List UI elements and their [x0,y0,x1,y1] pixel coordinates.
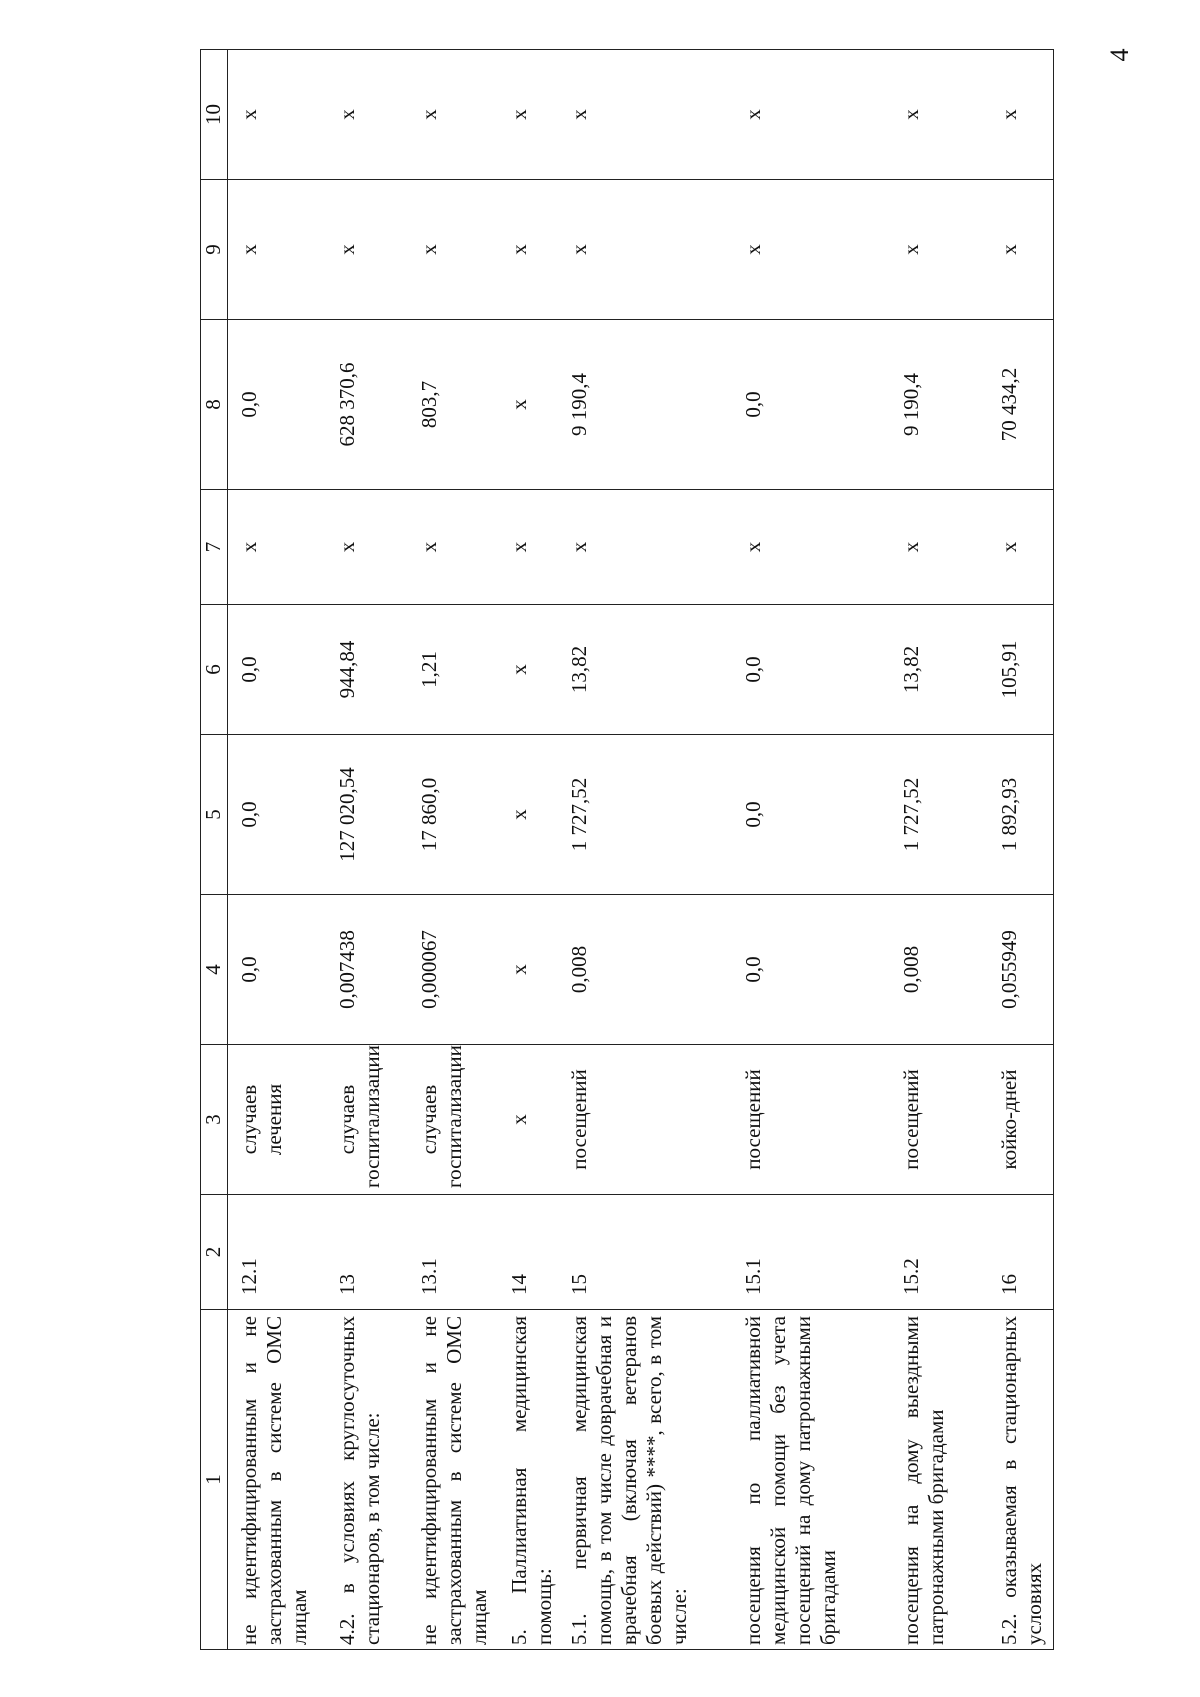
row-description: посещения по паллиативной медицинской помощи без учета посещений на дому патронажными бригадами [732,1310,890,1650]
cell-col-6: 105,91 [988,605,1054,735]
table-row [228,50,326,1650]
row-description: не идентифицированным и не застрахованным в системе ОМС лицам [228,1310,326,1650]
cell-col-6: 1,21 [408,605,498,735]
cell-col-4: 0,055949 [988,895,1054,1045]
cell-col-5: 0,0 [228,735,326,895]
cell-col-10: x [988,50,1054,180]
cell-col-4: 0,007438 [326,895,408,1045]
cell-col-6: 0,0 [228,605,326,735]
cell-col-10: x [408,50,498,180]
unit-of-measure: посещений [558,1045,732,1195]
column-number: 7 [201,490,228,605]
row-description: 4.2. в условиях круглосуточных стационаров, в том числе: [326,1310,408,1650]
table-row [988,50,1054,1650]
cell-col-9: x [732,180,890,320]
cell-col-4: 0,0 [732,895,890,1045]
cell-col-8: 803,7 [408,320,498,490]
column-number: 10 [201,50,228,180]
cell-col-4: 0,0 [228,895,326,1045]
cell-col-5: 17 860,0 [408,735,498,895]
cell-col-9: x [558,180,732,320]
cell-col-5: x [498,735,558,895]
row-number: 16 [988,1195,1054,1310]
row-number: 12.1 [228,1195,326,1310]
cell-col-6: x [498,605,558,735]
cell-col-10: x [498,50,558,180]
cell-col-8: 9 190,4 [558,320,732,490]
cell-col-5: 1 727,52 [890,735,988,895]
row-description: 5.1. первичная медицинская помощь, в том числе доврачебная и врачебная (включая ветеранов боевых действий) ****, всего, в том числе: [558,1310,732,1650]
cell-col-7: x [890,490,988,605]
row-number: 15.2 [890,1195,988,1310]
cell-col-7: x [326,490,408,605]
table-row [498,50,558,1650]
cell-col-7: x [558,490,732,605]
cell-col-10: x [890,50,988,180]
cell-col-7: x [988,490,1054,605]
row-description: посещения на дому выездными патронажными бригадами [890,1310,988,1650]
cell-col-6: 0,0 [732,605,890,735]
cell-col-7: x [498,490,558,605]
cell-col-8: 70 434,2 [988,320,1054,490]
unit-of-measure: посещений [732,1045,890,1195]
cell-col-6: 13,82 [890,605,988,735]
unit-of-measure: случаев госпитализации [408,1045,498,1195]
cell-col-9: x [988,180,1054,320]
cell-col-9: x [408,180,498,320]
column-number: 6 [201,605,228,735]
cell-col-7: x [732,490,890,605]
cell-col-10: x [326,50,408,180]
row-number: 15.1 [732,1195,890,1310]
table-row [558,50,732,1650]
table-row [326,50,408,1650]
cell-col-9: x [498,180,558,320]
unit-of-measure: посещений [890,1045,988,1195]
cell-col-10: x [228,50,326,180]
column-number-header-row [201,50,228,1650]
row-number: 15 [558,1195,732,1310]
column-number: 3 [201,1045,228,1195]
unit-of-measure: случаев госпитализации [326,1045,408,1195]
cell-col-4: 0,008 [558,895,732,1045]
cell-col-4: 0,008 [890,895,988,1045]
row-description: 5.2. оказываемая в стационарных условиях [988,1310,1054,1650]
cell-col-8: x [498,320,558,490]
unit-of-measure: койко-дней [988,1045,1054,1195]
cell-col-6: 944,84 [326,605,408,735]
column-number: 8 [201,320,228,490]
column-number: 4 [201,895,228,1045]
unit-of-measure: случаев лечения [228,1045,326,1195]
cell-col-10: x [558,50,732,180]
table-row [408,50,498,1650]
cell-col-7: x [228,490,326,605]
cell-col-5: 1 892,93 [988,735,1054,895]
cell-col-6: 13,82 [558,605,732,735]
cell-col-5: 1 727,52 [558,735,732,895]
row-description: 5. Паллиативная медицинская помощь: [498,1310,558,1650]
cell-col-9: x [890,180,988,320]
cell-col-8: 9 190,4 [890,320,988,490]
column-number: 2 [201,1195,228,1310]
column-number: 1 [201,1310,228,1650]
row-number: 13 [326,1195,408,1310]
cell-col-4: x [498,895,558,1045]
cell-col-5: 127 020,54 [326,735,408,895]
row-number: 13.1 [408,1195,498,1310]
rotated-table-container [200,50,1200,1650]
cell-col-5: 0,0 [732,735,890,895]
row-description: не идентифицированным и не застрахованным в системе ОМС лицам [408,1310,498,1650]
page-number: 4 [1105,48,1134,62]
cell-col-10: x [732,50,890,180]
unit-of-measure: x [498,1045,558,1195]
cell-col-8: 0,0 [732,320,890,490]
column-number: 9 [201,180,228,320]
medical-care-volume-table [200,49,1054,1650]
cell-col-4: 0,000067 [408,895,498,1045]
row-number: 14 [498,1195,558,1310]
cell-col-9: x [228,180,326,320]
cell-col-9: x [326,180,408,320]
cell-col-7: x [408,490,498,605]
cell-col-8: 628 370,6 [326,320,408,490]
table-row [890,50,988,1650]
table-row [732,50,890,1650]
cell-col-8: 0,0 [228,320,326,490]
column-number: 5 [201,735,228,895]
